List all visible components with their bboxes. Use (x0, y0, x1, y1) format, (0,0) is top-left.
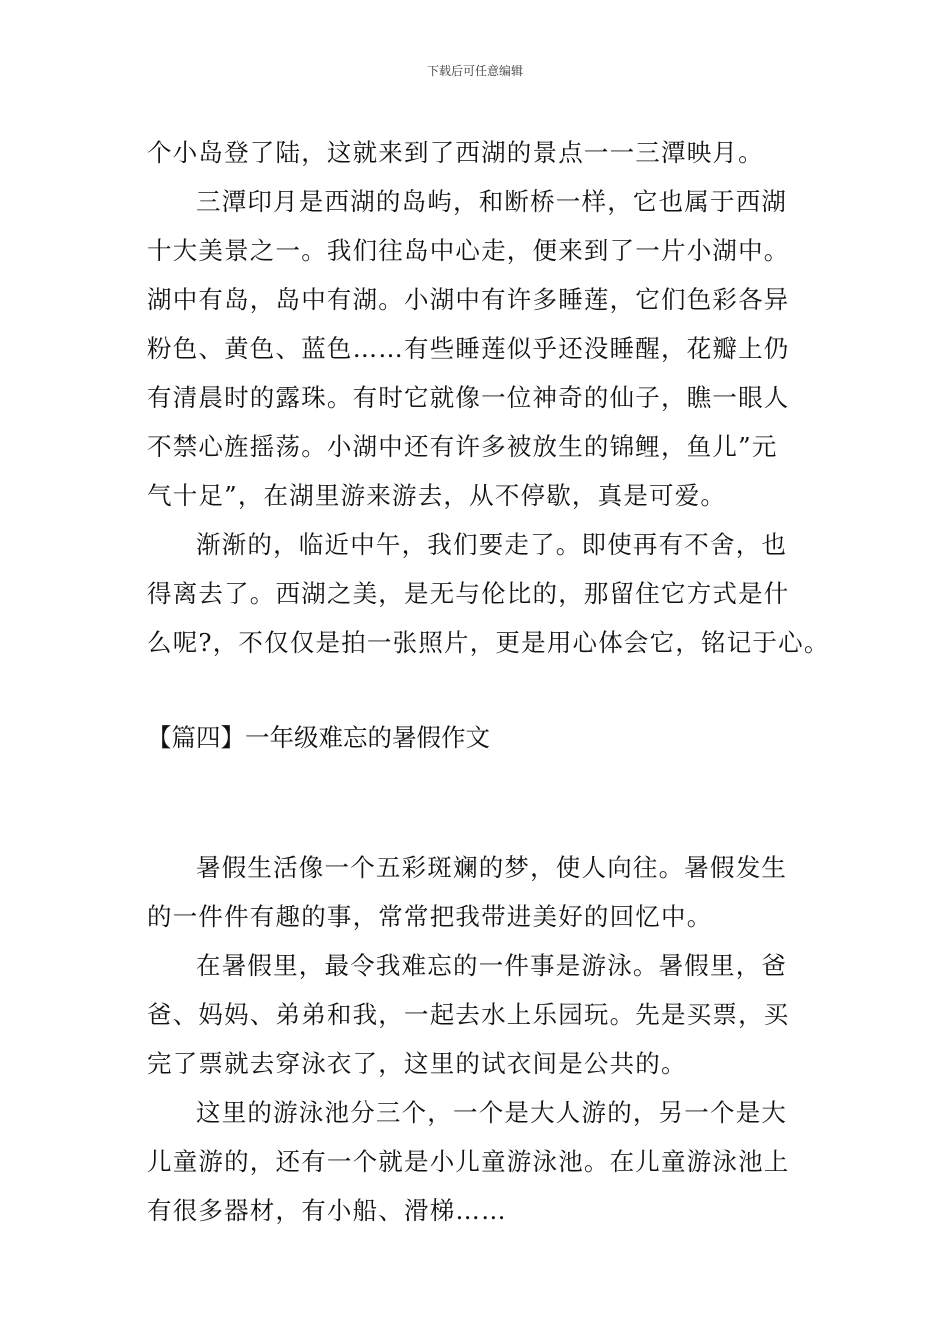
paragraph-start-line: 在暑假里，最令我难忘的一件事是游泳。暑假里，爸 (196, 951, 788, 980)
text-line: 有清晨时的露珠。有时它就像一位神奇的仙子，瞧一眼人 (147, 383, 790, 412)
text-line: 个小岛登了陆，这就来到了西湖的景点一一三潭映月。 (147, 138, 764, 167)
page-header: 下载后可任意编辑 (426, 64, 523, 78)
text-line: 儿童游的，还有一个就是小儿童游泳池。在儿童游泳池上 (147, 1147, 790, 1176)
document-body (147, 128, 830, 1235)
spacer (147, 762, 827, 843)
paragraph-start-line: 这里的游泳池分三个，一个是大人游的，另一个是大 (196, 1098, 788, 1127)
text-line: 十大美景之一。我们往岛中心走，便来到了一片小湖中。 (147, 236, 790, 265)
text-line: 么呢?，不仅仅是拍一张照片，更是用心体会它，铭记于心。 (147, 628, 830, 657)
section-heading: 【篇四】一年级难忘的暑假作文 (147, 723, 490, 752)
paragraph-start-line: 渐渐的，临近中午，我们要走了。即使再有不舍，也 (196, 530, 788, 559)
text-line: 不禁心旌摇荡。小湖中还有许多被放生的锦鲤，鱼儿”元 (147, 432, 778, 461)
text-line: 有很多器材，有小船、滑梯…… (147, 1196, 507, 1225)
paragraph-start-line: 暑假生活像一个五彩斑斓的梦，使人向往。暑假发生 (196, 853, 788, 882)
text-line: 得离去了。西湖之美，是无与伦比的，那留住它方式是什 (147, 579, 790, 608)
spacer (147, 667, 827, 713)
text-line: 湖中有岛，岛中有湖。小湖中有许多睡莲，它们色彩各异 (147, 285, 790, 314)
paragraph-start-line: 三潭印月是西湖的岛屿，和断桥一样，它也属于西湖 (196, 187, 788, 216)
text-line: 的一件件有趣的事，常常把我带进美好的回忆中。 (147, 902, 713, 931)
text-line: 粉色、黄色、蓝色……有些睡莲似乎还没睡醒，花瓣上仍 (147, 334, 790, 363)
text-line: 气十足”，在湖里游来游去，从不停歇，真是可爱。 (147, 481, 727, 510)
text-line: 完了票就去穿泳衣了，这里的试衣间是公共的。 (147, 1049, 687, 1078)
text-line: 爸、妈妈、弟弟和我，一起去水上乐园玩。先是买票，买 (147, 1000, 790, 1029)
